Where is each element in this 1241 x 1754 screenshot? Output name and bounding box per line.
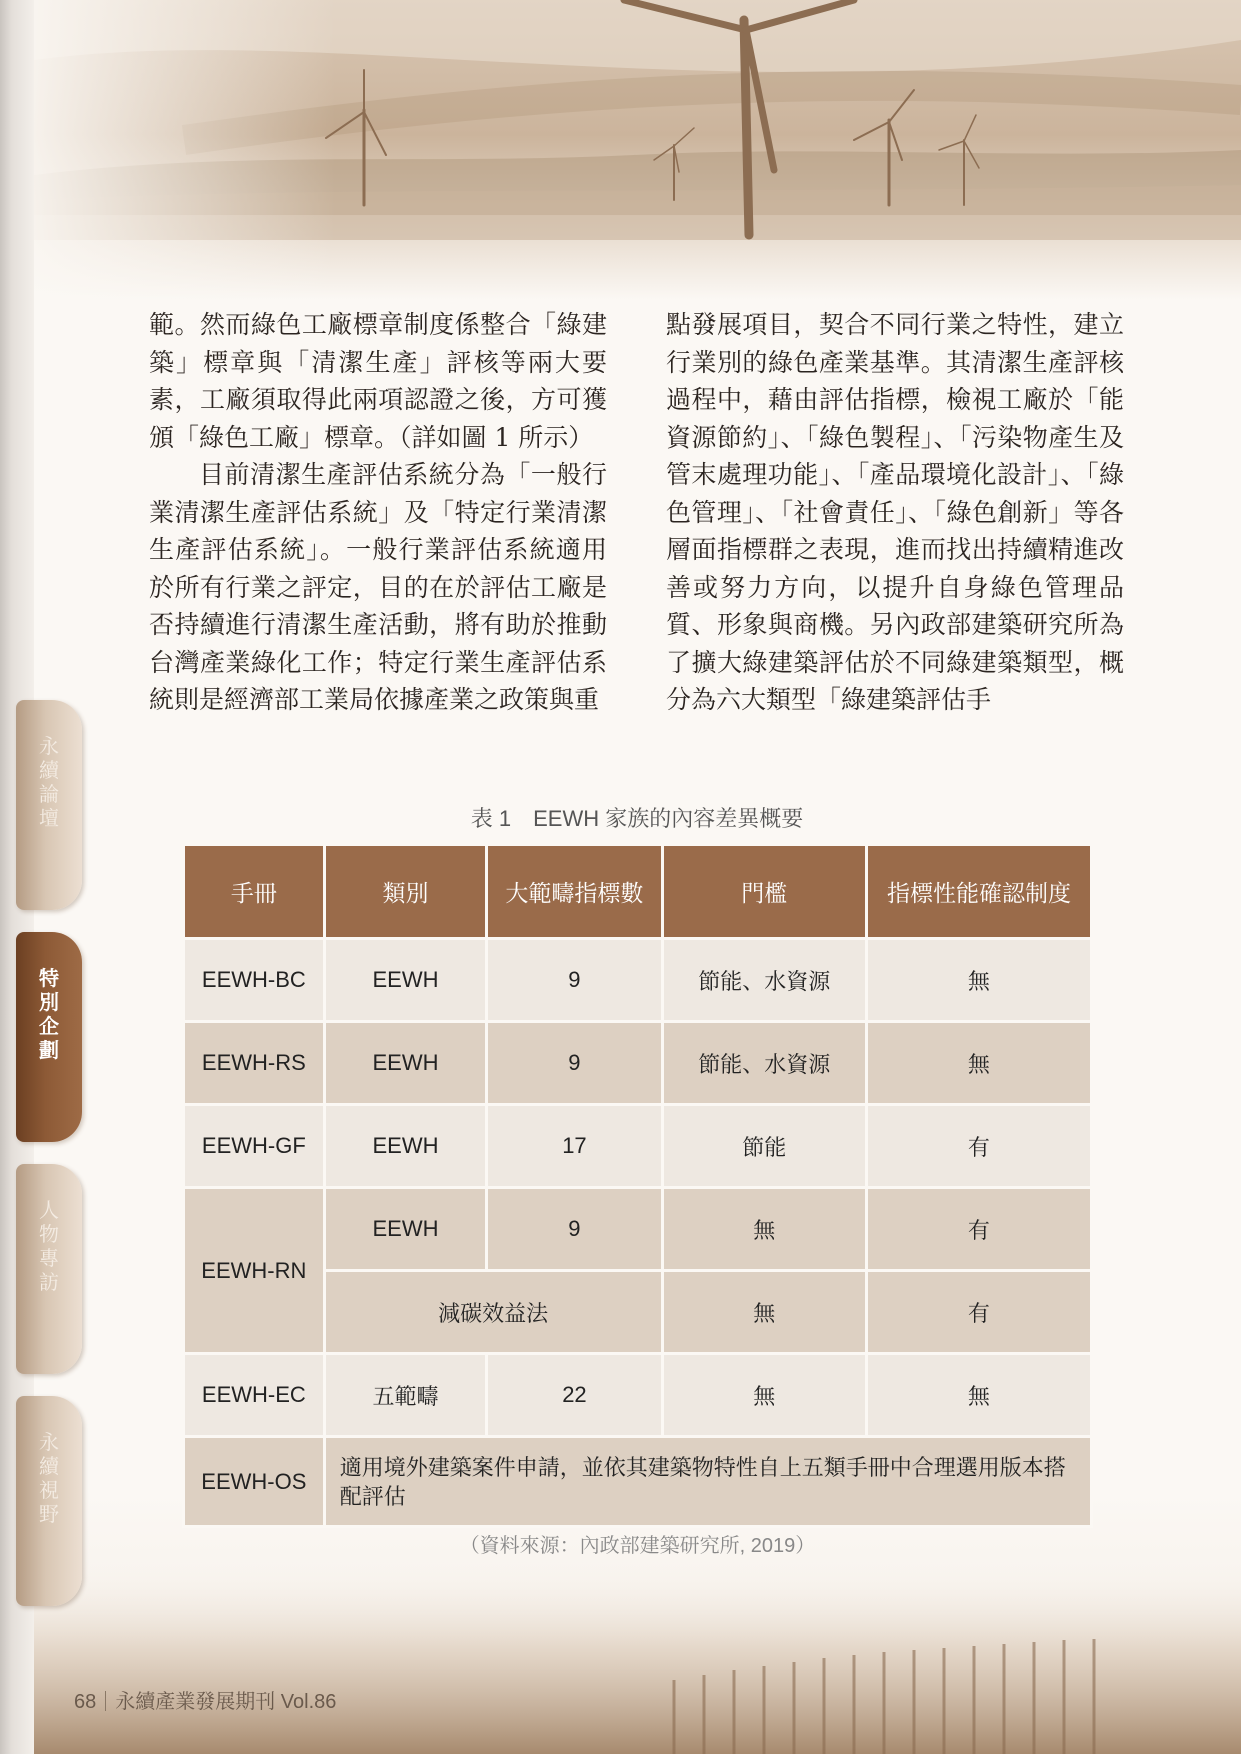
cell-threshold: 節能、水資源 — [662, 939, 866, 1022]
footer-landscape-art — [34, 1560, 1241, 1754]
body-right-paragraph-1: 點發展項目，契合不同行業之特性，建立行業別的綠色產業基準。其清潔生產評核過程中，藉由評估指標，檢視工廠於「能資源節約」、「綠色製程」、「污染物產生及管末處理功能」、「產品環境化設計」、「綠色管理」、「社會責任」、「綠色創新」等各層面指標群之表現，進而找出持續精進改善或努力方向，以提升自身綠色管理品質、形象與商機。另內政部建築研究所為了擴大綠建築評估於不同綠建築類型，概分為六大類型「綠建築評估手 — [666, 310, 1124, 714]
table-row — [184, 939, 1092, 1022]
cell-manual: EEWH-EC — [184, 1354, 325, 1437]
table-row — [184, 1105, 1092, 1188]
section-tab-special-feature[interactable] — [16, 932, 82, 1142]
cell-category: EEWH — [324, 939, 487, 1022]
table-row — [184, 1354, 1092, 1437]
section-tab-label: 特別企劃 — [39, 966, 59, 1062]
section-tab-label: 人物專訪 — [39, 1198, 59, 1294]
table-header-row — [184, 845, 1092, 939]
cell-count: 9 — [487, 939, 662, 1022]
table-row — [184, 1022, 1092, 1105]
cell-threshold: 節能 — [662, 1105, 866, 1188]
table-source-note: （資料來源：內政部建築研究所, 2019） — [459, 1535, 816, 1557]
page-footer — [74, 1685, 336, 1714]
publication-title: 永續產業發展期刊 Vol.86 — [115, 1691, 337, 1713]
section-tab-forum[interactable] — [16, 700, 82, 910]
cell-verify: 無 — [866, 1022, 1091, 1105]
table-caption-number: 表 1 — [470, 806, 512, 831]
cell-manual: EEWH-GF — [184, 1105, 325, 1188]
body-column-left — [149, 306, 607, 719]
header-indicator-count: 大範疇指標數 — [487, 845, 662, 939]
cell-verify: 有 — [866, 1188, 1091, 1271]
table-caption — [182, 802, 1092, 833]
body-column-right — [666, 306, 1124, 719]
section-tab-label: 永續論壇 — [39, 734, 59, 830]
cell-threshold: 無 — [662, 1354, 866, 1437]
cell-category: 五範疇 — [324, 1354, 487, 1437]
cell-manual: EEWH-RS — [184, 1022, 325, 1105]
section-tab-label: 永續視野 — [39, 1430, 59, 1526]
cell-category: EEWH — [324, 1188, 487, 1271]
cell-count: 22 — [487, 1354, 662, 1437]
table-row — [184, 1437, 1092, 1527]
cell-category: EEWH — [324, 1022, 487, 1105]
cell-threshold: 無 — [662, 1271, 866, 1354]
cell-manual: EEWH-OS — [184, 1437, 325, 1527]
cell-count: 17 — [487, 1105, 662, 1188]
header-category: 類別 — [324, 845, 487, 939]
cell-count: 9 — [487, 1188, 662, 1271]
section-tab-vision[interactable] — [16, 1396, 82, 1606]
cell-manual: EEWH-BC — [184, 939, 325, 1022]
eewh-family-table — [182, 843, 1093, 1528]
cell-verify: 有 — [866, 1105, 1091, 1188]
body-left-paragraph-1: 範。然而綠色工廠標章制度係整合「綠建築」標章與「清潔生產」評核等兩大要素，工廠須取得此兩項認證之後，方可獲頒「綠色工廠」標章。（詳如圖 1 所示） — [149, 310, 607, 452]
cell-category: EEWH — [324, 1105, 487, 1188]
header-manual: 手冊 — [184, 845, 325, 939]
footer-divider — [105, 1691, 106, 1711]
cell-verify: 無 — [866, 1354, 1091, 1437]
cell-count: 9 — [487, 1022, 662, 1105]
cell-threshold: 節能、水資源 — [662, 1022, 866, 1105]
cell-note: 適用境外建築案件申請，並依其建築物特性自上五類手冊中合理選用版本搭配評估 — [324, 1437, 1091, 1527]
body-left-paragraph-2: 目前清潔生產評估系統分為「一般行業清潔生產評估系統」及「特定行業清潔生產評估系統」。一般行業評估系統適用於所有行業之評定，目的在於評估工廠是否持續進行清潔生產活動，將有助於推動台灣產業綠化工作；特定行業生產評估系統則是經濟部工業局依據產業之政策與重 — [149, 460, 607, 714]
table-row — [184, 1188, 1092, 1271]
cell-verify: 有 — [866, 1271, 1091, 1354]
cell-manual: EEWH-RN — [184, 1188, 325, 1354]
wind-turbine-banner — [34, 0, 1241, 300]
section-tab-interview[interactable] — [16, 1164, 82, 1374]
page-number: 68 — [74, 1691, 97, 1713]
table-caption-title: EEWH 家族的內容差異概要 — [533, 806, 804, 831]
cell-method: 減碳效益法 — [324, 1271, 662, 1354]
header-threshold: 門檻 — [662, 845, 866, 939]
cell-threshold: 無 — [662, 1188, 866, 1271]
header-performance-verification: 指標性能確認制度 — [866, 845, 1091, 939]
cell-verify: 無 — [866, 939, 1091, 1022]
